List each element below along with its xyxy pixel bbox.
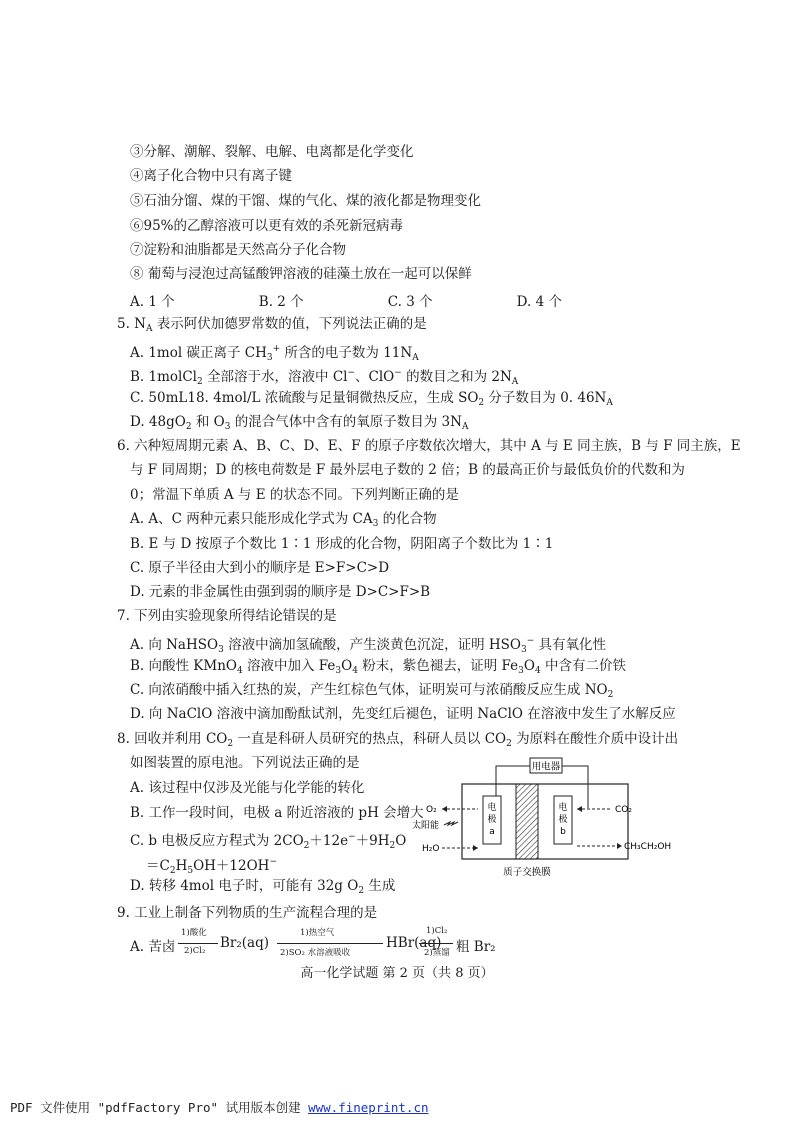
q8-stem-line1: 8. 回收并利用 $CO_2$ 一直是科研人员研究的热点，科研人员以 $CO_2$ 为原料在酸性介质中设计出: [117, 731, 679, 749]
q6-option-c: C. 原子半径由大到小的顺序是 E>F>C>D: [130, 560, 390, 576]
electrode-b-char-2: 极: [558, 815, 568, 825]
q7-option-c: C. 向浓硝酸中插入红热的炭，产生红棕色气体，证明炭可与浓硝酸反应生成 $NO_2$: [130, 682, 614, 700]
o2-label: O₂: [426, 805, 437, 815]
electrode-a-char-1: 电: [487, 803, 497, 813]
q9-step1-top: 1)酸化: [181, 928, 207, 938]
q9-stem: 9. 工业上制备下列物质的生产流程合理的是: [117, 905, 378, 921]
page-footer: 高一化学试题 第 2 页（共 8 页）: [300, 966, 494, 981]
q7-option-a: A. 向 NaHSO$_3$ 溶液中滴加氢硫酸，产生淡黄色沉淀，证明 $HSO_3^-$ 具有氧化性: [130, 636, 607, 655]
proton-exchange-membrane: [516, 784, 538, 859]
q8-option-d: D. 转移 4mol 电子时，可能有 32g $O_2$ 生成: [130, 878, 396, 896]
q9-step3-bottom: 2)蒸馏: [424, 948, 450, 958]
solar-energy-label: 太阳能: [412, 821, 440, 831]
q4-option-c: C. 3 个: [387, 294, 433, 310]
electrode-a-char-3: a: [489, 827, 495, 837]
appliance-label: 用电器: [531, 761, 561, 773]
q4-option-d: D. 4 个: [516, 294, 562, 310]
q9-product-3: 粗 Br₂: [456, 939, 496, 955]
q4-option-a: A. 1 个: [130, 294, 175, 310]
q9-step2-bottom: 2)SO₂ 水溶液吸收: [280, 948, 351, 958]
electrode-b-char-3: b: [560, 827, 566, 837]
fineprint-link[interactable]: www.fineprint.cn: [308, 1100, 429, 1115]
q6-stem-line3: 0；常温下单质 A 与 E 的状态不同。下列判断正确的是: [130, 487, 459, 503]
q5-option-d: D. $48gO_2$ 和 $O_3$ 的混合气体中含有的氧原子数目为 $3N_A$: [130, 414, 469, 432]
q6-option-b: B. E 与 D 按原子个数比 1∶1 形成的化合物，阴阳离子个数比为 1∶1: [130, 536, 554, 552]
q8-option-a: A. 该过程中仅涉及光能与化学能的转化: [130, 780, 365, 796]
q5-option-a: A. 1mol 碳正离子 $CH_3^+$ 所含的电子数为 $11N_A$: [130, 344, 419, 363]
q4-item-3: ③分解、潮解、裂解、电解、电离都是化学变化: [130, 144, 414, 160]
q9-product-2: HBr(aq): [386, 935, 442, 951]
q6-stem-line2: 与 F 同周期；D 的核电荷数是 F 最外层电子数的 2 倍；B 的最高正价与最低负价的代数和为: [130, 462, 685, 478]
q4-item-4: ④离子化合物中只有离子键: [130, 168, 292, 184]
q9-start-material: A. 苦卤: [130, 939, 176, 955]
q9-step3-top: 1)Cl₂: [426, 926, 448, 936]
co2-label: CO₂: [615, 805, 632, 815]
q7-option-d: D. 向 NaClO 溶液中滴加酚酞试剂，先变红后褪色，证明 NaClO 在溶液中发生了水解反应: [130, 706, 676, 722]
electrode-a-char-2: 极: [487, 815, 497, 825]
q9-arrow-2: [277, 943, 383, 944]
q8-option-c-line2: $=C_2H_5OH+12OH^-$: [146, 857, 277, 876]
q9-step2-top: 1)热空气: [300, 928, 335, 938]
q4-item-8: ⑧ 葡萄与浸泡过高锰酸钾溶液的硅藻土放在一起可以保鲜: [130, 266, 472, 282]
q6-option-a: A. A、C 两种元素只能形成化学式为 $CA_3$ 的化合物: [130, 511, 437, 529]
q4-item-5: ⑤石油分馏、煤的干馏、煤的气化、煤的液化都是物理变化: [130, 193, 481, 209]
membrane-label: 质子交换膜: [503, 867, 551, 878]
q9-step1-bottom: 2)Cl₂: [184, 946, 206, 956]
q4-item-7: ⑦淀粉和油脂都是天然高分子化合物: [130, 242, 346, 258]
electrode-b-char-1: 电: [558, 803, 568, 813]
q8-cell-diagram: [412, 756, 692, 886]
q8-option-b: B. 工作一段时间，电极 a 附近溶液的 pH 会增大: [130, 805, 424, 821]
q9-product-1: Br₂(aq): [220, 935, 270, 951]
q8-option-c: C. b 电极反应方程式为 $2CO_2+12e^-+9H_2O$: [130, 832, 407, 851]
q5-stem: 5. $N_A$ 表示阿伏加德罗常数的值，下列说法正确的是: [117, 316, 427, 334]
pdf-notice-text: PDF 文件使用 "pdfFactory Pro" 试用版本创建: [10, 1100, 309, 1115]
q5-option-c: C. 50mL18. 4mol/L 浓硫酸与足量铜微热反应，生成 $SO_2$ 分子数目为 0. $46N_A$: [130, 390, 613, 408]
q9-arrow-3: [419, 943, 453, 944]
q6-option-d: D. 元素的非金属性由强到弱的顺序是 D>C>F>B: [130, 584, 431, 600]
pdf-notice: [10, 1098, 429, 1116]
ethanol-label: CH₃CH₂OH: [624, 842, 672, 852]
q7-option-b: B. 向酸性 KMnO$_4$ 溶液中加入 $Fe_3O_4$ 粉末，紫色褪去，证明 $Fe_3O_4$ 中含有二价铁: [130, 658, 626, 676]
q4-options: [130, 290, 562, 310]
q9-arrow-1: [178, 943, 218, 944]
q8-stem-line2: 如图装置的原电池。下列说法正确的是: [130, 755, 360, 771]
q7-stem: 7. 下列由实验现象所得结论错误的是: [117, 608, 337, 624]
q5-option-b: B. 1molCl$_2$ 全部溶于水，溶液中 Cl−、ClO− 的数目之和为 $2N_A$: [130, 368, 519, 387]
q4-option-b: B. 2 个: [258, 294, 304, 310]
h2o-label: H₂O: [422, 844, 440, 854]
q6-stem-line1: 6. 六种短周期元素 A、B、C、D、E、F 的原子序数依次增大，其中 A 与 E 同主族，B 与 F 同主族，E: [117, 438, 741, 454]
q4-item-6: ⑥95%的乙醇溶液可以更有效的杀死新冠病毒: [130, 218, 404, 234]
